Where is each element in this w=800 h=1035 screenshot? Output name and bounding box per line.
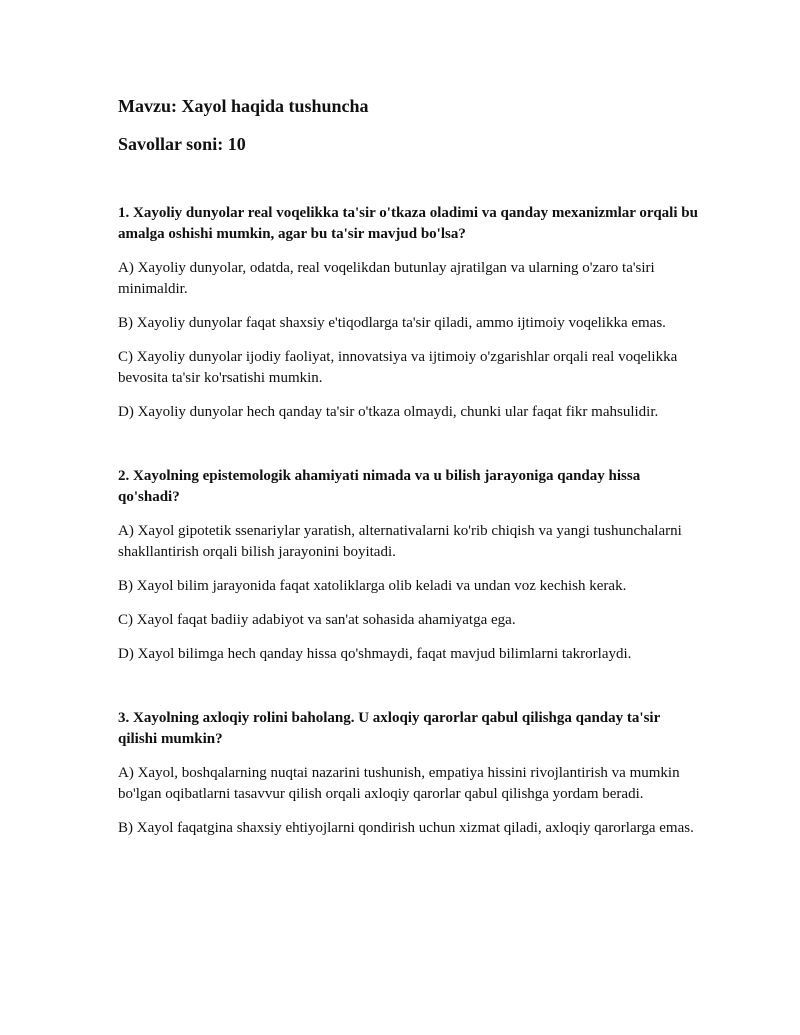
- question-title: 3. Xayolning axloqiy rolini baholang. U axloqiy qarorlar qabul qilishga qanday ta'sir qilishi mumkin?: [118, 710, 660, 747]
- answer-option: B) Xayoliy dunyolar faqat shaxsiy e'tiqodlarga ta'sir qiladi, ammo ijtimoiy voqelikka emas.: [118, 315, 666, 331]
- answer-option: C) Xayoliy dunyolar ijodiy faoliyat, innovatsiya va ijtimoiy o'zgarishlar orqali real voqelikka bevosita ta'sir ko'rsatishi mumkin.: [118, 349, 678, 386]
- document-page: [118, 95, 698, 852]
- answer-option: B) Xayol faqatgina shaxsiy ehtiyojlarni qondirish uchun xizmat qiladi, axloqiy qarorlarga emas.: [118, 820, 694, 836]
- question-count: Savollar soni: 10: [118, 134, 246, 154]
- question-block: [118, 203, 698, 423]
- question-block: [118, 466, 698, 665]
- topic-heading: Mavzu: Xayol haqida tushuncha: [118, 96, 369, 116]
- answer-option: D) Xayoliy dunyolar hech qanday ta'sir o'tkaza olmaydi, chunki ular faqat fikr mahsulidir.: [118, 404, 659, 420]
- answer-option: A) Xayol gipotetik ssenariylar yaratish, alternativalarni ko'rib chiqish va yangi tushunchalarni shakllantirish orqali bilish jarayonini boyitadi.: [118, 523, 682, 560]
- answer-option: A) Xayol, boshqalarning nuqtai nazarini tushunish, empatiya hissini rivojlantirish va mumkin bo'lgan oqibatlarni tasavvur qilish orqali axloqiy qarorlar qabul qilishga yordam beradi.: [118, 765, 680, 802]
- answer-option: B) Xayol bilim jarayonida faqat xatoliklarga olib keladi va undan voz kechish kerak.: [118, 578, 627, 594]
- question-title: 2. Xayolning epistemologik ahamiyati nimada va u bilish jarayoniga qanday hissa qo'shadi?: [118, 468, 641, 505]
- question-title: 1. Xayoliy dunyolar real voqelikka ta'sir o'tkaza oladimi va qanday mexanizmlar orqali bu amalga oshishi mumkin, agar bu ta'sir mavjud bo'lsa?: [118, 205, 698, 242]
- answer-option: D) Xayol bilimga hech qanday hissa qo'shmaydi, faqat mavjud bilimlarni takrorlaydi.: [118, 646, 632, 662]
- answer-option: C) Xayol faqat badiiy adabiyot va san'at sohasida ahamiyatga ega.: [118, 612, 516, 628]
- question-block: [118, 708, 698, 839]
- answer-option: A) Xayoliy dunyolar, odatda, real voqelikdan butunlay ajratilgan va ularning o'zaro ta'siri minimaldir.: [118, 260, 655, 297]
